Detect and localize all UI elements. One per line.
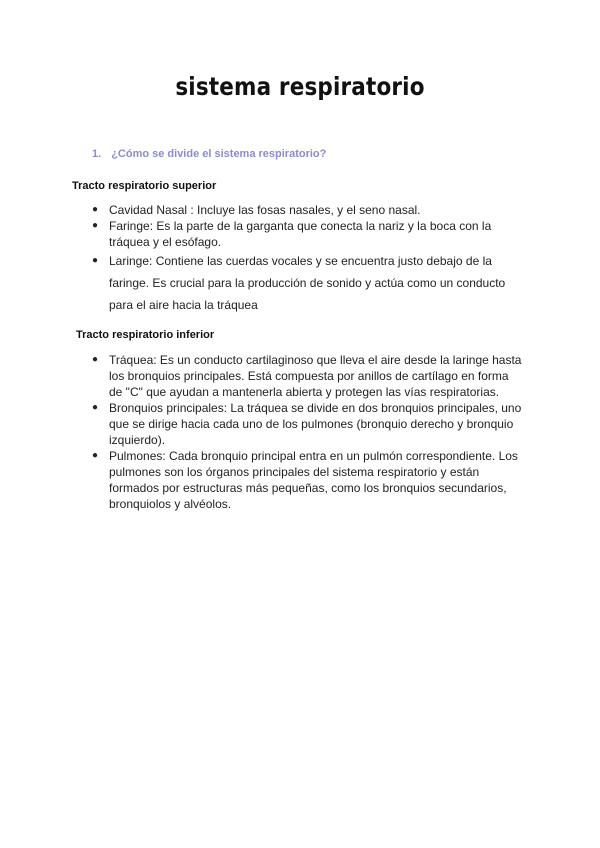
list-item-text: Tráquea: Es un conducto cartilaginoso que lleva el aire desde la laringe hasta los bronquios principales. Está compuesta por anillos de cartílago en forma de "C" que ayudan a mantenerla abierta y protegen las vías respiratorias. xyxy=(109,353,522,399)
list-item xyxy=(92,218,522,250)
list-item-text: Bronquios principales: La tráquea se divide en dos bronquios principales, uno que se dirige hacia cada uno de los pulmones (bronquio derecho y bronquio izquierdo). xyxy=(109,401,522,447)
bullet-icon: ● xyxy=(92,255,99,266)
list-item-text: Laringe: Contiene las cuerdas vocales y se encuentra justo debajo de la faringe. Es crucial para la producción de sonido y actúa como un conducto para el aire hacia la tráquea xyxy=(109,254,506,312)
list-item xyxy=(92,202,522,218)
bullet-list-upper xyxy=(92,202,522,316)
list-item-text: Pulmones: Cada bronquio principal entra en un pulmón correspondiente. Los pulmones son los órganos principales del sistema respiratorio y están formados por estructuras más pequeñas, como los bronquios secundarios, bronquiolos y alvéolos. xyxy=(109,449,518,511)
bullet-icon: ● xyxy=(92,450,99,461)
question-text: ¿Cómo se divide el sistema respiratorio? xyxy=(111,148,327,160)
bullet-icon: ● xyxy=(92,354,99,365)
section-heading-lower: Tracto respiratorio inferior xyxy=(76,329,215,341)
list-item-text: Faringe: Es la parte de la garganta que conecta la nariz y la boca con la tráquea y el esófago. xyxy=(109,219,492,249)
question-number: 1. xyxy=(92,148,102,160)
list-item xyxy=(92,250,522,316)
bullet-list-lower xyxy=(92,352,522,512)
document-title: sistema respiratorio xyxy=(175,72,425,101)
section-heading-upper: Tracto respiratorio superior xyxy=(72,180,217,192)
list-item xyxy=(92,448,522,512)
bullet-icon: ● xyxy=(92,402,99,413)
numbered-question xyxy=(92,148,326,160)
bullet-icon: ● xyxy=(92,204,99,215)
list-item-text: Cavidad Nasal : Incluye las fosas nasales, y el seno nasal. xyxy=(109,203,421,217)
bullet-icon: ● xyxy=(92,220,99,231)
list-item xyxy=(92,400,522,448)
list-item xyxy=(92,352,522,400)
